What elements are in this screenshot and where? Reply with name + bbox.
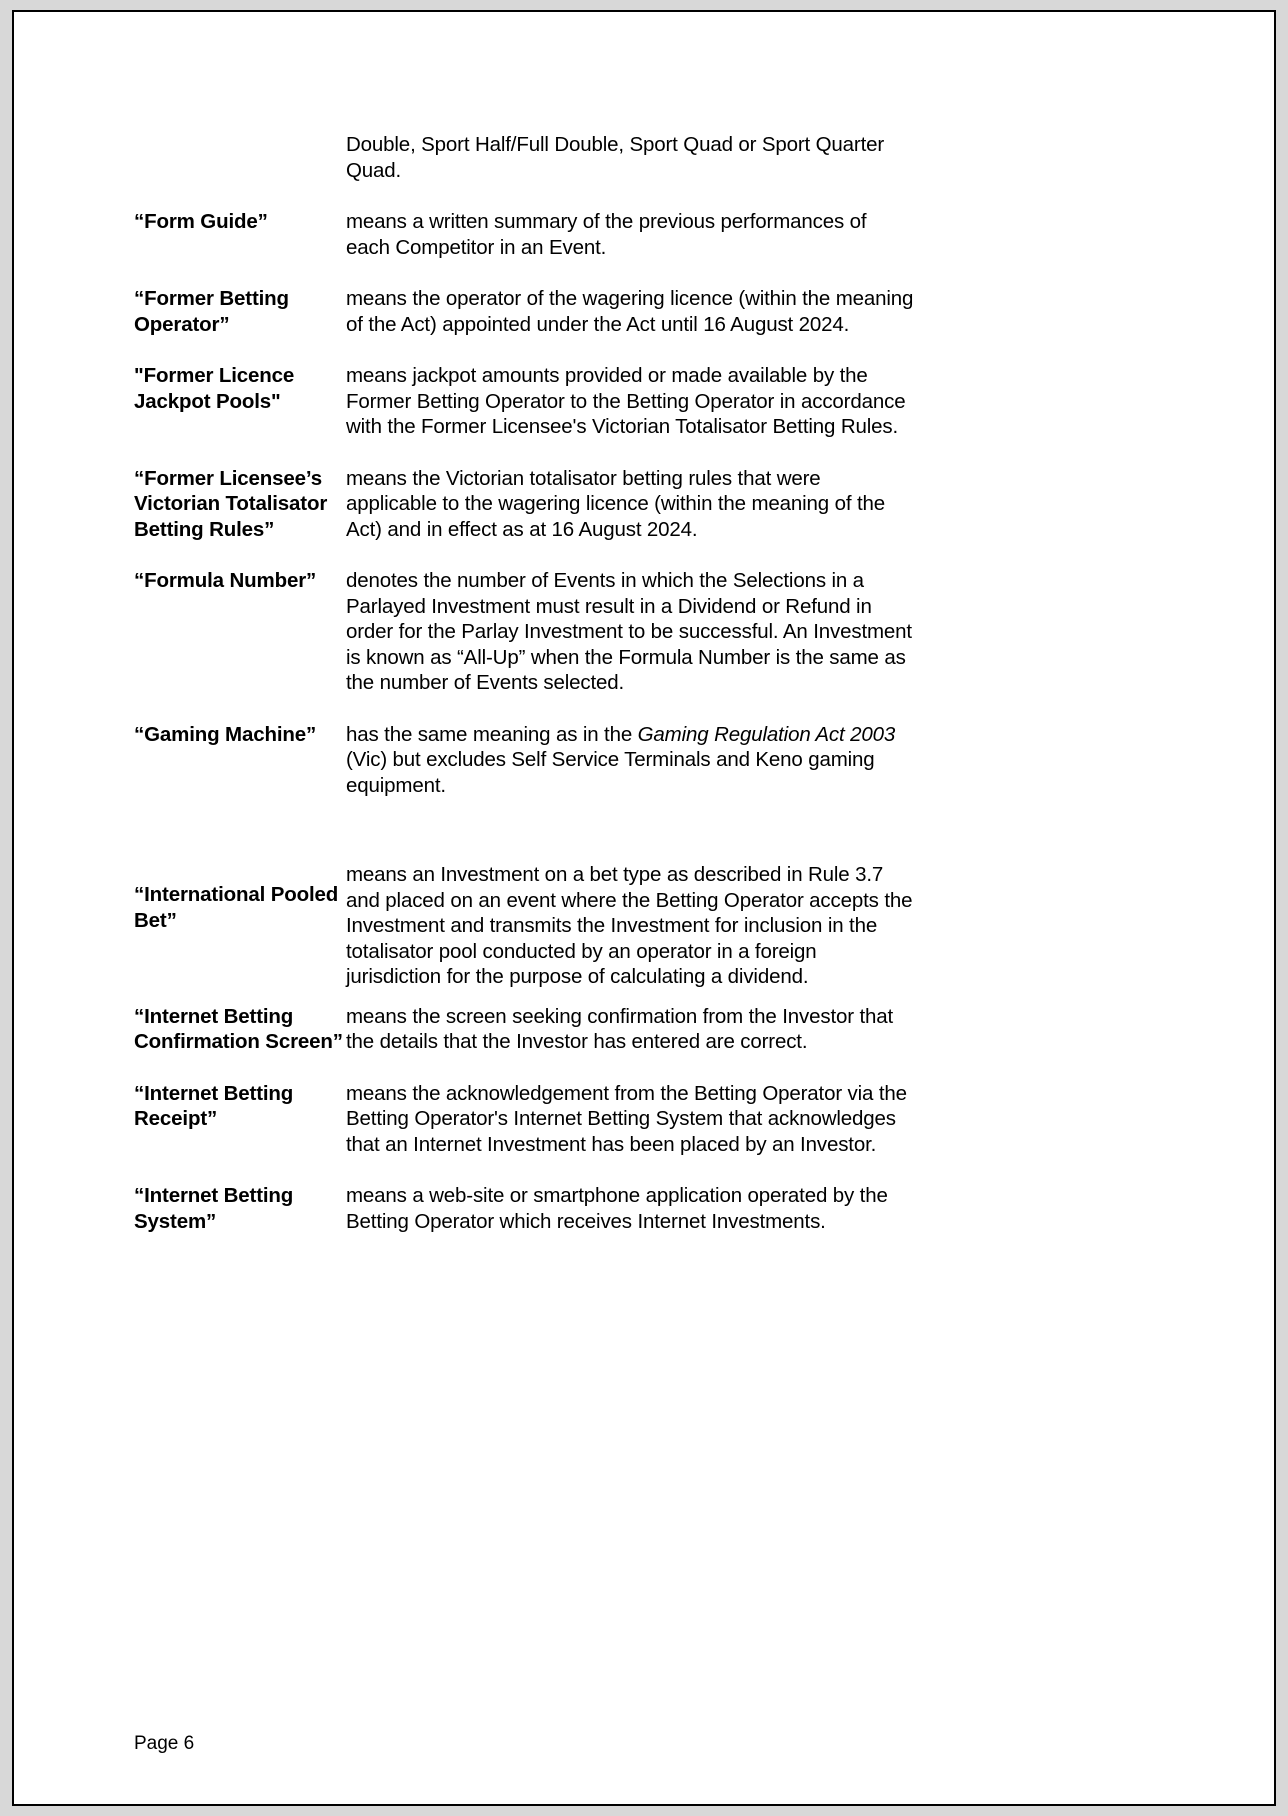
definition-row-continued xyxy=(134,132,914,183)
row-spacer xyxy=(134,337,914,363)
definition-term: “Form Guide” xyxy=(134,210,268,233)
definitions-table xyxy=(134,132,914,1234)
definition-term: “Gaming Machine” xyxy=(134,722,317,746)
continued-paragraph: Double, Sport Half/Full Double, Sport Quad or Sport Quarter Quad. xyxy=(346,133,885,182)
definition-text: means an Investment on a bet type as described in Rule 3.7 and placed on an event where the Betting Operator accepts the Investment and transmits the Investment for inclusion in the totalisator pool conducted by an operator in a foreign jurisdiction for the purpose of calculating a dividend. xyxy=(346,863,913,988)
row-spacer xyxy=(134,183,914,209)
definition-text: means the acknowledgement from the Betting Operator via the Betting Operator's Internet Betting System that acknowledges that an Internet Investment has been placed by an Investor. xyxy=(346,1081,907,1156)
definition-row-form-guide xyxy=(134,209,914,260)
definition-row-gaming-machine xyxy=(134,722,914,799)
definition-term: “Former Betting Operator” xyxy=(134,287,289,336)
definition-term: “Former Licensee’s Victorian Totalisator Betting Rules” xyxy=(134,466,328,541)
term-cell-empty xyxy=(134,132,346,183)
definition-row-international-pooled-bet xyxy=(134,862,914,990)
document-page xyxy=(12,10,1276,1806)
row-spacer xyxy=(134,798,914,862)
definition-text: means jackpot amounts provided or made available by the Former Betting Operator to the Betting Operator in accordance with the Former Licensee's Victorian Totalisator Betting Rules. xyxy=(346,364,906,438)
row-spacer xyxy=(134,1157,914,1183)
definition-text-lead: has the same meaning as in the xyxy=(346,722,638,746)
definition-term: “Internet Betting Receipt” xyxy=(134,1081,294,1130)
page-footer: Page 6 xyxy=(134,1733,195,1754)
row-spacer xyxy=(134,440,914,466)
row-spacer xyxy=(134,542,914,568)
definition-row-former-licence-jackpot-pools xyxy=(134,363,914,440)
row-spacer xyxy=(134,990,914,1004)
definition-text: means the Victorian totalisator betting rules that were applicable to the wagering licence (within the meaning of the Act) and in effect as at 16 August 2024. xyxy=(346,466,885,541)
definition-term: “Formula Number” xyxy=(134,569,317,592)
definition-text: means the operator of the wagering licence (within the meaning of the Act) appointed under the Act until 16 August 2024. xyxy=(346,287,914,336)
definition-row-formula-number xyxy=(134,568,914,696)
definition-text: means a written summary of the previous performances of each Competitor in an Event. xyxy=(346,210,867,259)
definition-text: means a web-site or smartphone application operated by the Betting Operator which receives Internet Investments. xyxy=(346,1184,888,1233)
definition-term: “Internet Betting System” xyxy=(134,1184,294,1233)
definition-text-tail: (Vic) but excludes Self Service Terminals and Keno gaming equipment. xyxy=(346,748,875,797)
definition-term: "Former Licence Jackpot Pools" xyxy=(134,364,295,413)
row-spacer xyxy=(134,696,914,722)
page-body xyxy=(134,132,1199,1804)
row-spacer xyxy=(134,260,914,286)
definition-row-former-betting-operator xyxy=(134,286,914,337)
definition-row-internet-betting-system xyxy=(134,1183,914,1234)
definition-text: means the screen seeking confirmation from the Investor that the details that the Investor has entered are correct. xyxy=(346,1004,894,1053)
definition-text: denotes the number of Events in which the Selections in a Parlayed Investment must result in a Dividend or Refund in order for the Parlay Investment to be successful. An Investment is known as “All-Up” when the Formula Number is the same as the number of Events selected. xyxy=(346,569,912,694)
definition-text xyxy=(346,722,914,799)
definition-term: “International Pooled Bet” xyxy=(134,883,339,932)
row-spacer xyxy=(134,1055,914,1081)
statute-citation: Gaming Regulation Act 2003 xyxy=(637,722,896,746)
definition-row-internet-betting-confirmation-screen xyxy=(134,1004,914,1055)
definition-row-former-licensee-rules xyxy=(134,466,914,543)
definition-row-internet-betting-receipt xyxy=(134,1081,914,1158)
definition-term: “Internet Betting Confirmation Screen” xyxy=(134,1004,343,1053)
